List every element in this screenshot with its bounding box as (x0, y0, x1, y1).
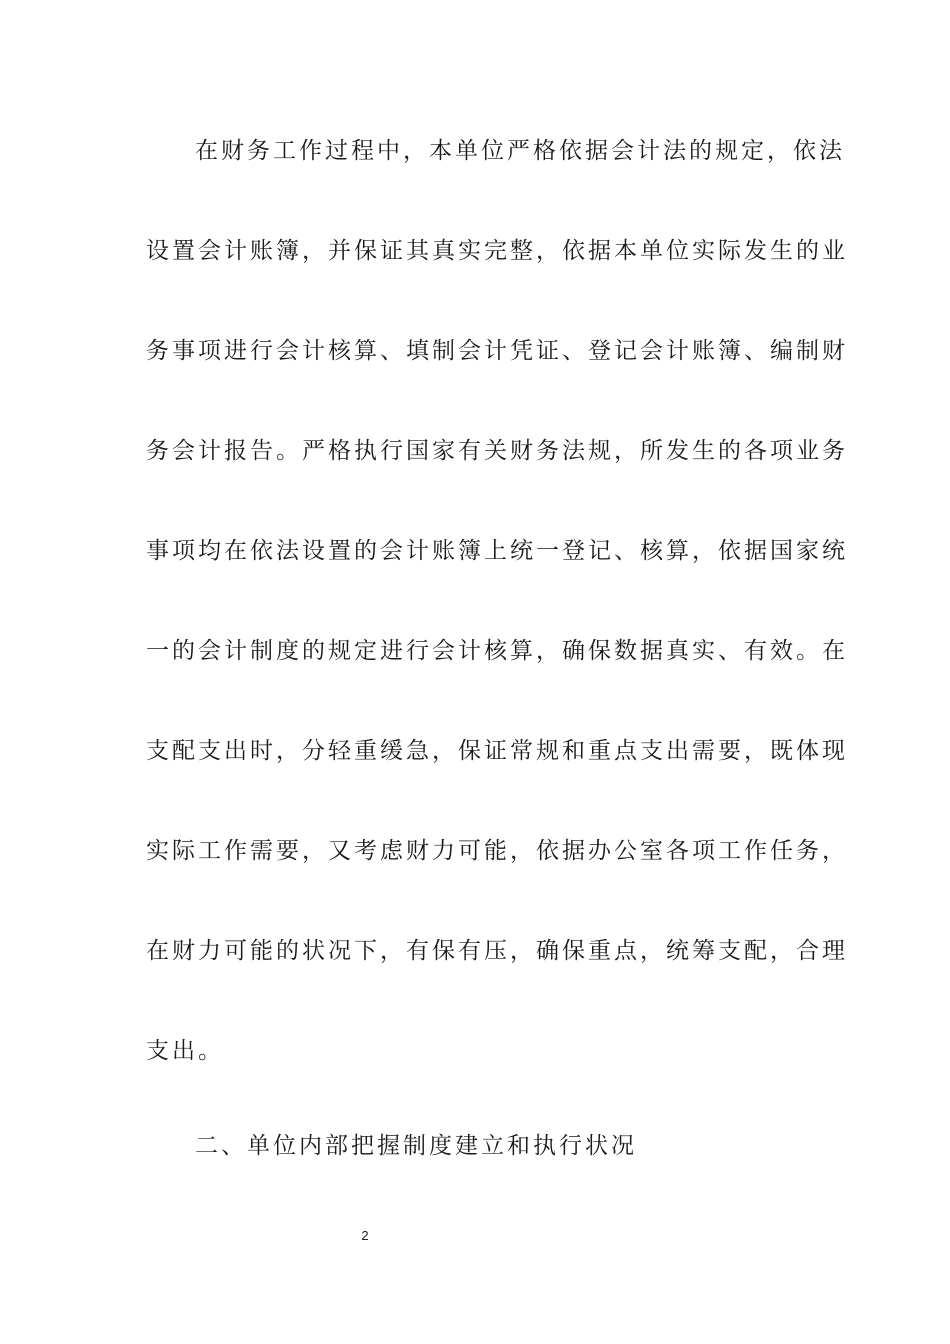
paragraph-line-3: 务事项进行会计核算、填制会计凭证、登记会计账簿、编制财 (146, 338, 848, 364)
paragraph-line-10: 支出。 (146, 1038, 224, 1064)
section-heading: 二、单位内部把握制度建立和执行状况 (195, 1133, 637, 1159)
page-number: 2 (361, 1228, 369, 1243)
paragraph-line-7: 支配支出时，分轻重缓急，保证常规和重点支出需要，既体现 (146, 738, 848, 764)
paragraph-line-6: 一的会计制度的规定进行会计核算，确保数据真实、有效。在 (146, 638, 848, 664)
paragraph-line-2: 设置会计账簿，并保证其真实完整，依据本单位实际发生的业 (146, 238, 848, 264)
paragraph-line-5: 事项均在依法设置的会计账簿上统一登记、核算，依据国家统 (146, 538, 848, 564)
paragraph-line-9: 在财力可能的状况下，有保有压，确保重点，统筹支配，合理 (146, 938, 848, 964)
paragraph-line-1: 在财务工作过程中，本单位严格依据会计法的规定，依法 (195, 138, 845, 164)
paragraph-line-8: 实际工作需要，又考虑财力可能，依据办公室各项工作任务， (146, 838, 848, 864)
paragraph-line-4: 务会计报告。严格执行国家有关财务法规，所发生的各项业务 (146, 438, 848, 464)
